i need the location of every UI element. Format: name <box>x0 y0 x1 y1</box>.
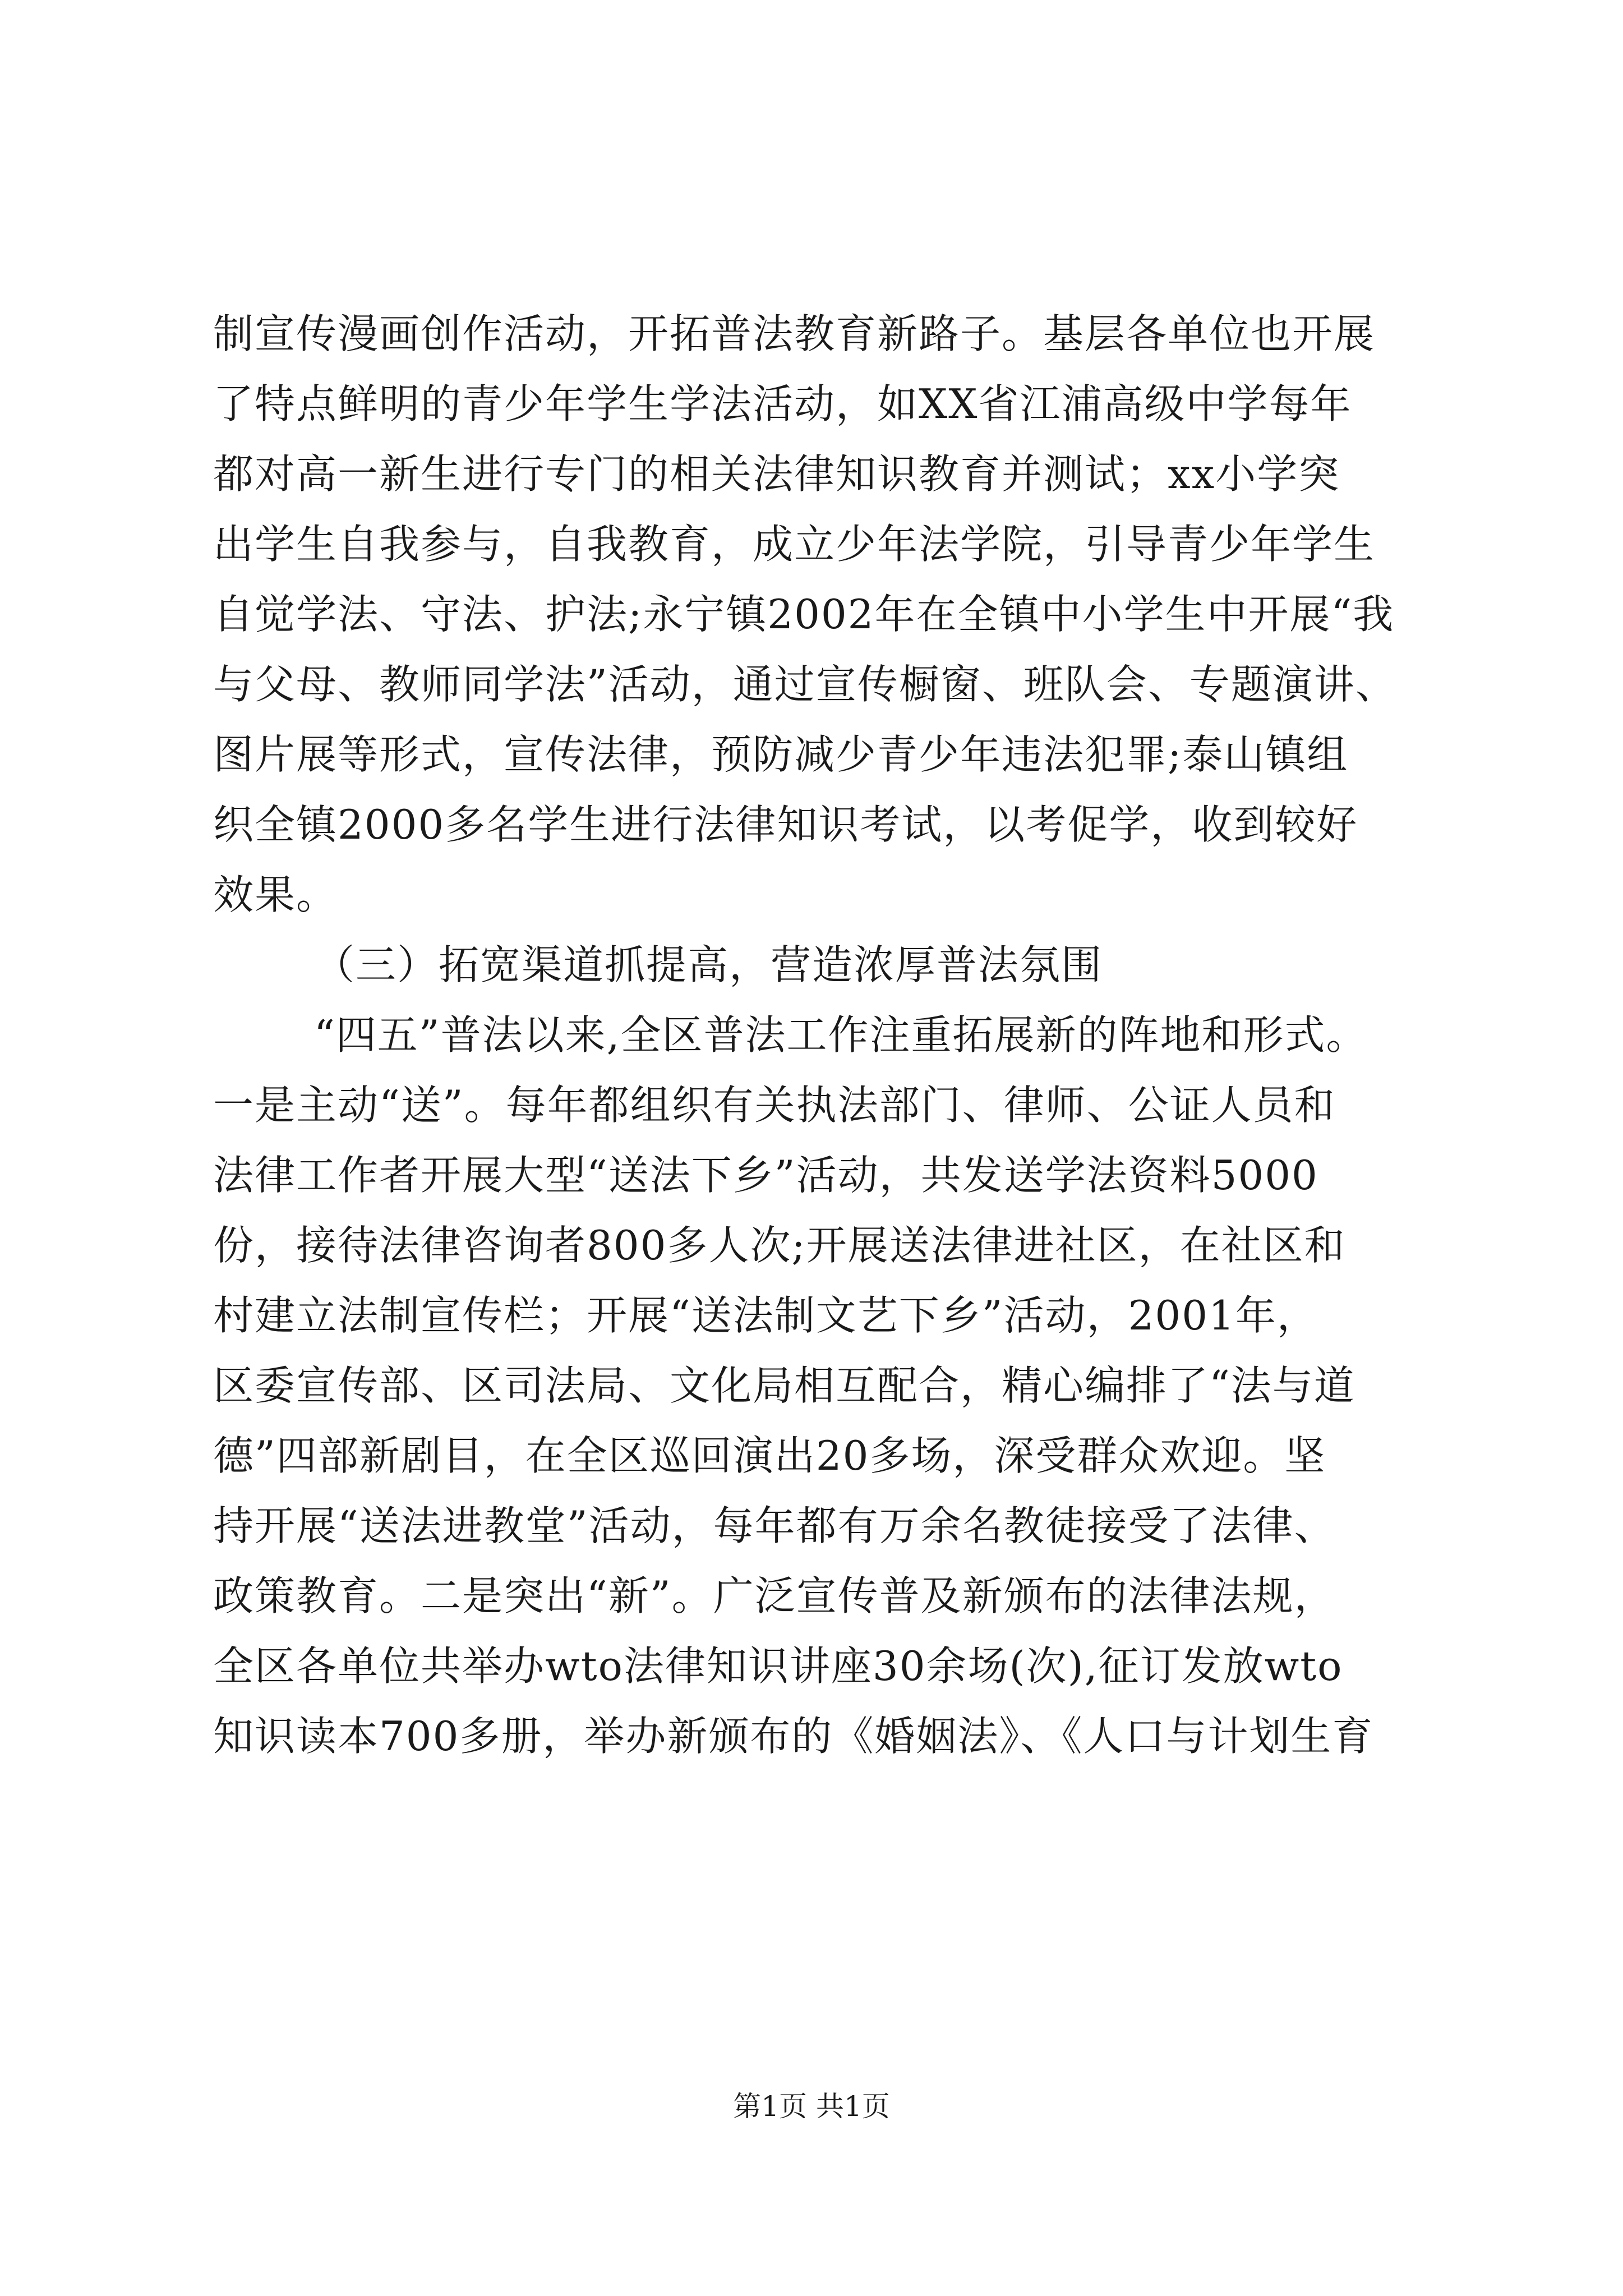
body-text-line: 村建立法制宣传栏；开展“送法制文艺下乡”活动，2001年， <box>213 1292 1318 1339</box>
section-heading: （三）拓宽渠道抓提高，营造浓厚普法氛围 <box>314 941 1103 988</box>
body-text-line: “四五”普法以来,全区普法工作注重拓展新的阵地和形式。 <box>314 1011 1368 1059</box>
body-text-line: 知识读本700多册，举办新颁布的《婚姻法》、《人口与计划生育 <box>213 1713 1374 1760</box>
body-text-line: 织全镇2000多名学生进行法律知识考试，以考促学，收到较好 <box>213 801 1358 848</box>
body-text-line: 图片展等形式，宣传法律，预防减少青少年违法犯罪;泰山镇组 <box>213 731 1349 778</box>
body-text-line: 都对高一新生进行专门的相关法律知识教育并测试；xx小学突 <box>213 450 1340 498</box>
body-text-line: 法律工作者开展大型“送法下乡”活动，共发送学法资料5000 <box>213 1152 1318 1199</box>
body-text-line: 出学生自我参与，自我教育，成立少年法学院，引导青少年学生 <box>213 521 1376 568</box>
page-footer: 第1页 共1页 <box>733 2090 890 2123</box>
body-text-line: 与父母、教师同学法”活动，通过宣传橱窗、班队会、专题演讲、 <box>213 661 1397 708</box>
body-text-line: 全区各单位共举办wto法律知识讲座30余场(次),征订发放wto <box>213 1642 1343 1690</box>
body-text-line: 一是主动“送”。每年都组织有关执法部门、律师、公证人员和 <box>213 1082 1336 1129</box>
body-text-line: 德”四部新剧目，在全区巡回演出20多场，深受群众欢迎。坚 <box>213 1432 1326 1479</box>
body-text-line: 份，接待法律咨询者800多人次;开展送法律进社区，在社区和 <box>213 1222 1346 1269</box>
body-text-line: 制宣传漫画创作活动，开拓普法教育新路子。基层各单位也开展 <box>213 310 1376 357</box>
body-text-line: 了特点鲜明的青少年学生学法活动，如XX省江浦高级中学每年 <box>213 380 1352 427</box>
body-text-line: 政策教育。二是突出“新”。广泛宣传普及新颁布的法律法规， <box>213 1572 1336 1619</box>
body-text-line: 持开展“送法进教堂”活动，每年都有万余名教徒接受了法律、 <box>213 1502 1336 1549</box>
body-text-line: 效果。 <box>213 871 338 918</box>
body-text-line: 区委宣传部、区司法局、文化局相互配合，精心编排了“法与道 <box>213 1362 1355 1409</box>
body-text-line: 自觉学法、守法、护法;永宁镇2002年在全镇中小学生中开展“我 <box>213 591 1395 638</box>
